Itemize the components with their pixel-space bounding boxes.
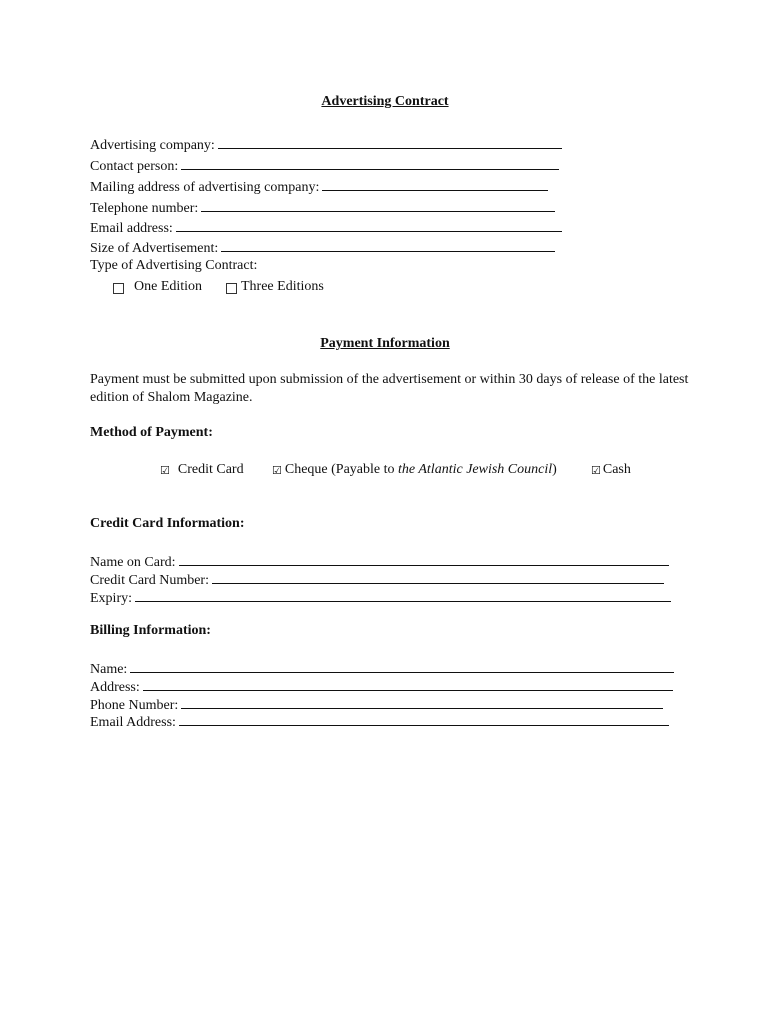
expiry-input[interactable] [135, 587, 671, 602]
telephone-number-field [90, 197, 555, 217]
mailing-address-field [90, 176, 548, 196]
method-cheque[interactable] [272, 462, 557, 478]
billing-address-field [90, 676, 673, 696]
name-on-card-input[interactable] [179, 551, 669, 566]
advertising-company-field [90, 134, 562, 154]
contract-title: Advertising Contract [321, 94, 449, 109]
checkbox-empty-icon[interactable] [226, 283, 237, 294]
field-label: Advertising company: [90, 138, 215, 153]
payment-paragraph: Payment must be submitted upon submission of the advertisement or within 30 days of release of the latest edition of Shalom Magazine. [90, 372, 689, 405]
mailing-address-input[interactable] [322, 176, 548, 191]
billing-name-field [90, 658, 674, 678]
email-address-input[interactable] [176, 217, 562, 232]
name-on-card-field [90, 551, 669, 571]
field-label: Address: [90, 680, 140, 695]
field-label: Mailing address of advertising company: [90, 180, 320, 195]
method-label: Credit Card [177, 462, 244, 477]
contact-person-input[interactable] [181, 155, 559, 170]
field-label: Telephone number: [90, 201, 199, 216]
method-of-payment-heading: Method of Payment: [90, 425, 213, 440]
option-label: One Edition [134, 279, 203, 294]
contract-type-label: Type of Advertising Contract: [90, 258, 258, 273]
checkbox-checked-icon[interactable]: ☑ [272, 463, 282, 477]
billing-phone-input[interactable] [181, 694, 663, 709]
option-three-editions[interactable] [226, 279, 324, 295]
email-address-field [90, 217, 562, 237]
method-label [285, 462, 557, 478]
ad-size-field [90, 237, 555, 257]
field-label: Email Address: [90, 715, 176, 730]
field-label: Name: [90, 662, 128, 677]
field-label: Name on Card: [90, 555, 176, 570]
expiry-field [90, 587, 671, 607]
method-credit-card[interactable] [160, 462, 244, 478]
field-label: Email address: [90, 221, 173, 236]
cheque-payee: the Atlantic Jewish Council [398, 462, 553, 477]
option-label: Three Editions [241, 279, 324, 294]
ad-size-input[interactable] [221, 237, 555, 252]
billing-name-input[interactable] [130, 658, 674, 673]
field-label: Credit Card Number: [90, 573, 209, 588]
field-label: Contact person: [90, 159, 179, 174]
cheque-suffix: ) [552, 462, 557, 477]
method-label: Cash [602, 462, 631, 477]
credit-card-heading: Credit Card Information: [90, 516, 245, 531]
billing-address-input[interactable] [143, 676, 673, 691]
option-one-edition[interactable] [113, 279, 202, 295]
checkbox-checked-icon[interactable]: ☑ [591, 463, 601, 477]
telephone-number-input[interactable] [201, 197, 555, 212]
field-label: Expiry: [90, 591, 132, 606]
field-label: Size of Advertisement: [90, 241, 219, 256]
advertising-company-input[interactable] [218, 134, 562, 149]
credit-card-number-field [90, 569, 664, 589]
billing-heading: Billing Information: [90, 623, 211, 638]
cheque-prefix: Cheque (Payable to [284, 462, 399, 477]
checkbox-checked-icon[interactable]: ☑ [160, 463, 170, 477]
billing-email-field [90, 711, 669, 731]
method-cash[interactable] [591, 462, 631, 478]
checkbox-empty-icon[interactable] [113, 283, 124, 294]
payment-title: Payment Information [320, 336, 450, 351]
credit-card-number-input[interactable] [212, 569, 664, 584]
billing-email-input[interactable] [179, 711, 669, 726]
field-label: Phone Number: [90, 698, 179, 713]
contact-person-field [90, 155, 559, 175]
